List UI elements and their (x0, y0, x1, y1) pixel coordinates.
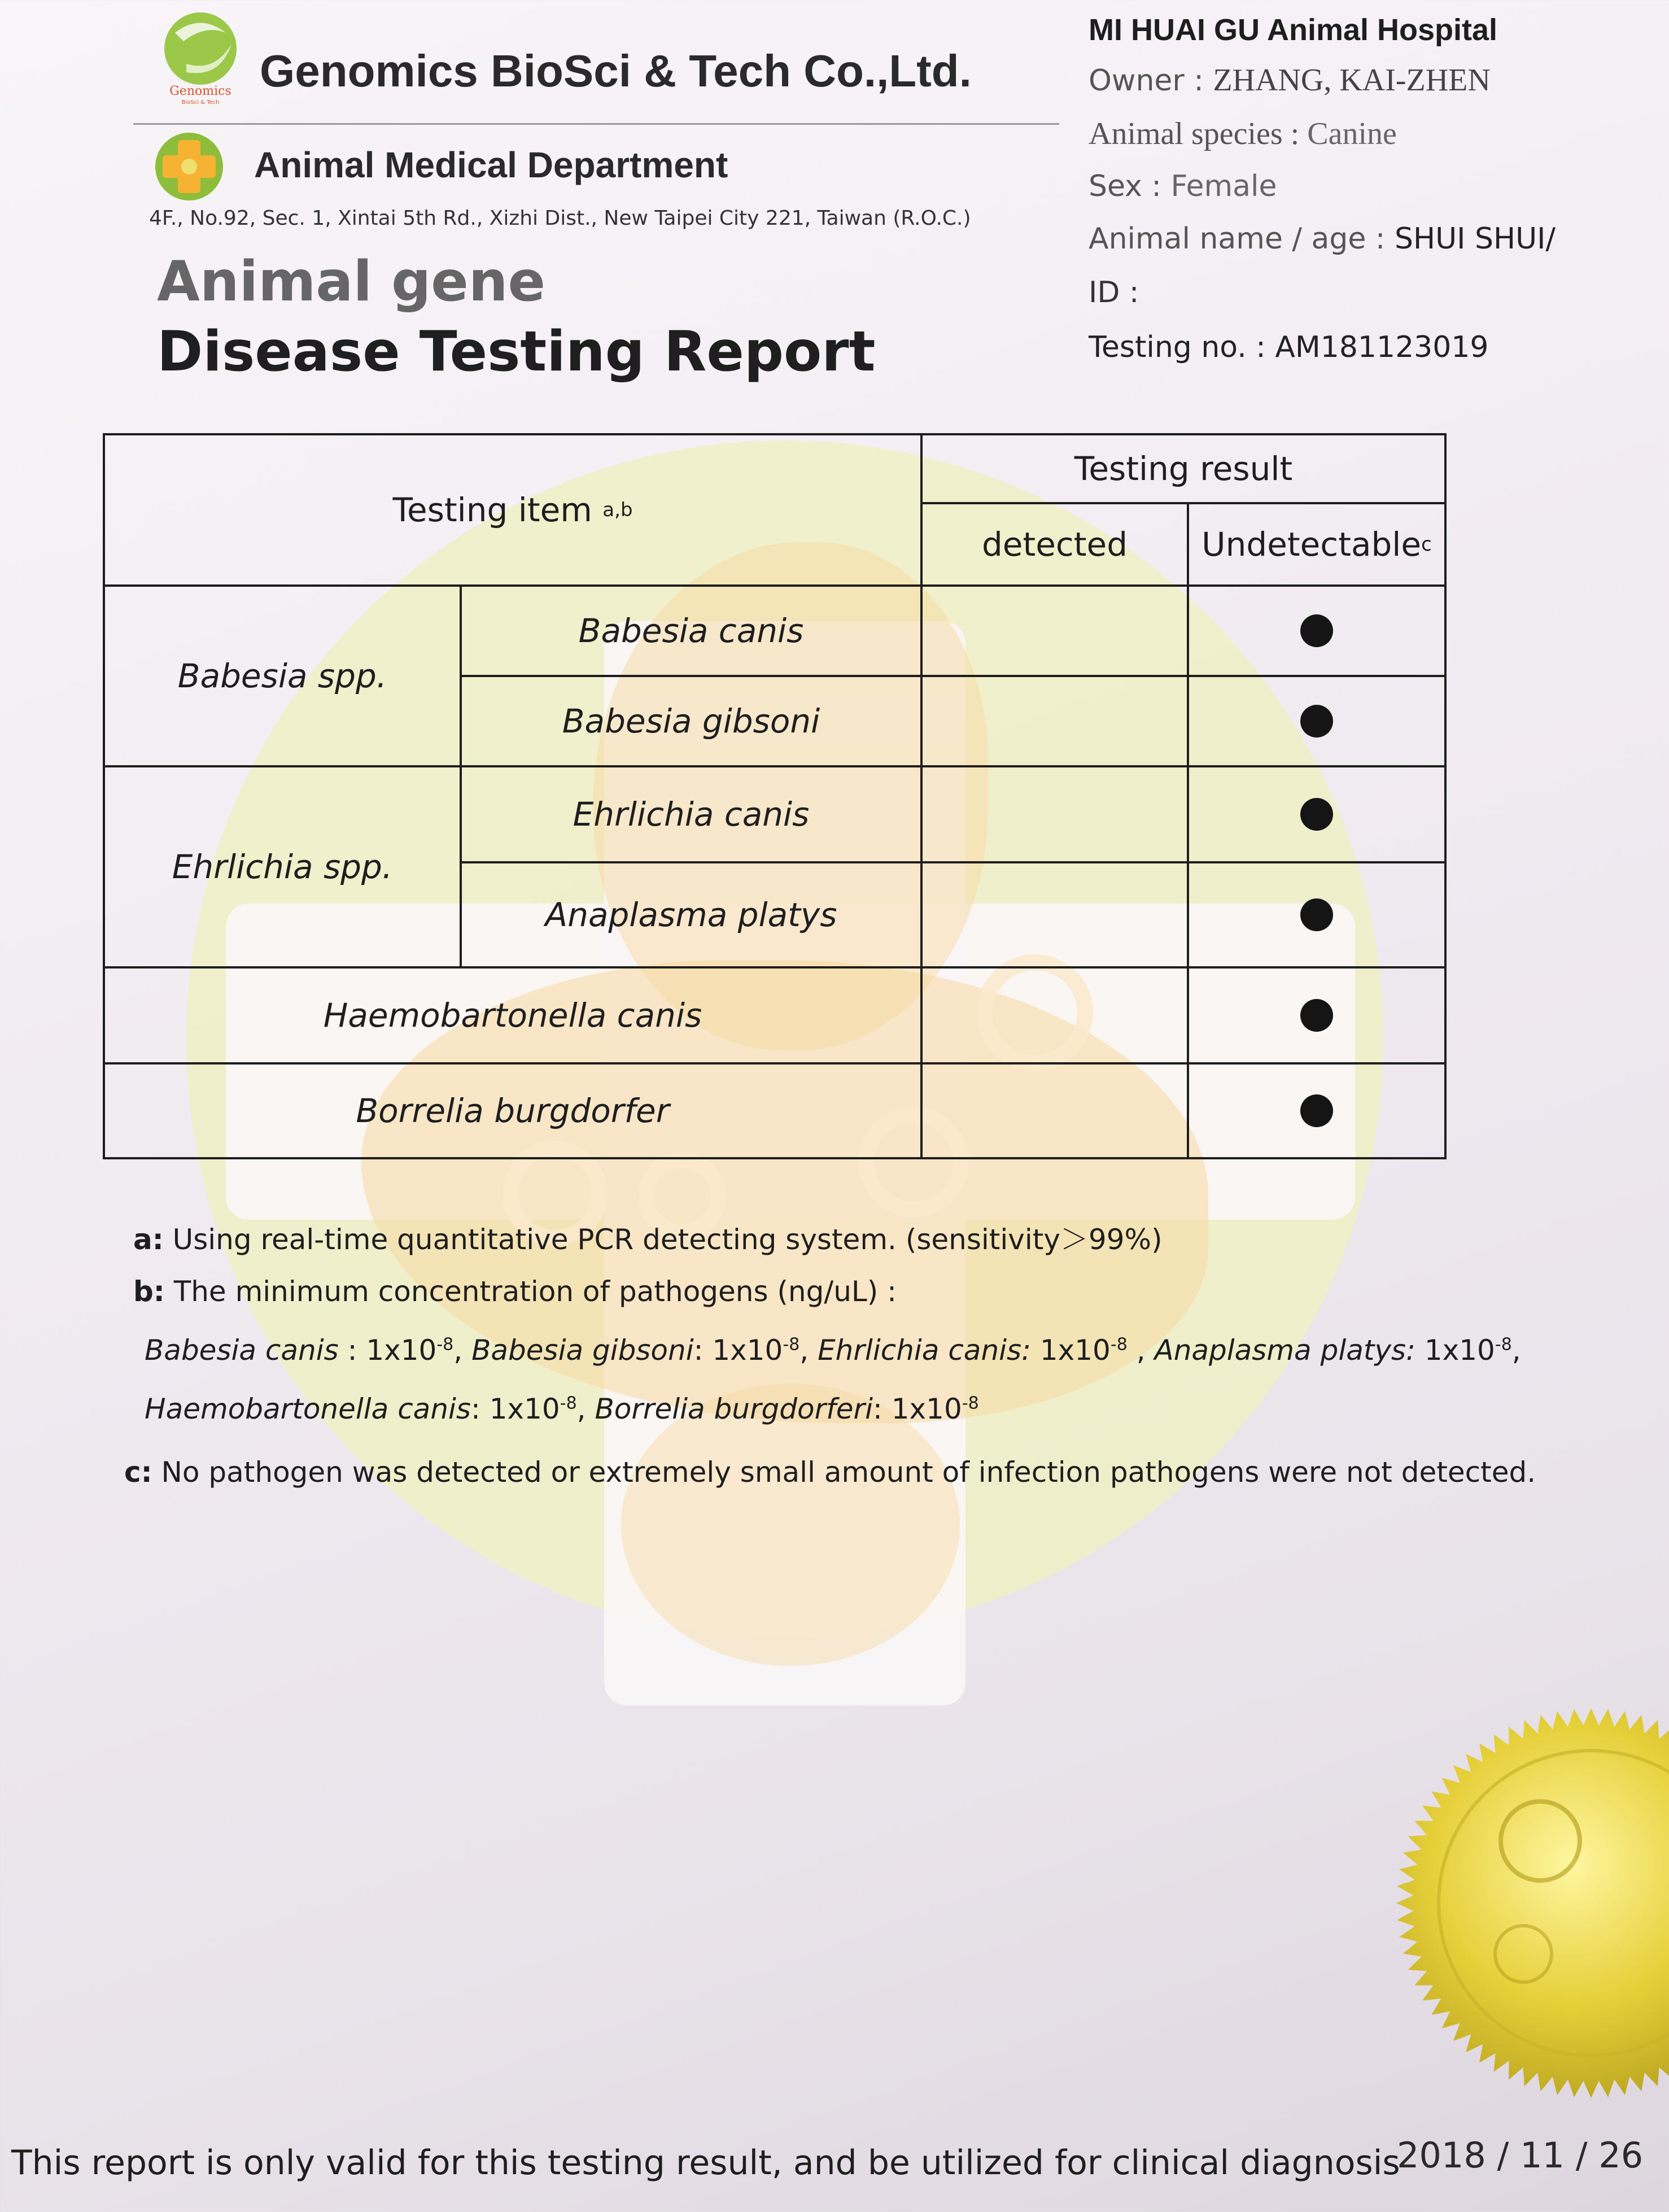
undetectable-dot (1300, 705, 1333, 738)
conc-separator (1031, 1334, 1040, 1367)
item-babesia-canis: Babesia canis (578, 612, 804, 650)
owner-label: Owner : (1089, 64, 1213, 98)
note-b-text: The minimum concentration of pathogens (ng/uL) : (164, 1275, 897, 1308)
species-row (1089, 116, 1397, 152)
company-name: Genomics BioSci & Tech Co.,Ltd. (260, 46, 972, 96)
conc-name: Borrelia burgdorferi (595, 1393, 873, 1425)
result-cell (1188, 1063, 1445, 1158)
testing-item-header (104, 434, 921, 586)
note-b-label: b: (133, 1275, 165, 1308)
conc-name: Babesia canis (145, 1334, 339, 1367)
conc-exponent: -8 (1495, 1334, 1512, 1355)
address: 4F., No.92, Sec. 1, Xintai 5th Rd., Xizhi Dist., New Taipei City 221, Taiwan (R.O.C.) (149, 207, 971, 230)
watermark-figure-tail (621, 1384, 960, 1666)
logo-text: Genomics (169, 84, 231, 98)
undetectable-dot (1300, 898, 1333, 931)
conc-comma: , (1511, 1334, 1521, 1367)
undetectable-dot (1300, 1094, 1333, 1127)
conc-exponent: -8 (962, 1393, 979, 1413)
sex-label: Sex : (1089, 169, 1171, 203)
animal-medical-logo-icon (154, 131, 225, 202)
species-value: Canine (1307, 116, 1397, 151)
testing-no-row (1089, 330, 1489, 364)
item-babesia-gibsoni: Babesia gibsoni (562, 702, 820, 740)
sex-value: Female (1170, 169, 1277, 203)
undetectable-dot (1300, 614, 1333, 647)
testing-item-header-sup: a,b (602, 499, 633, 521)
conc-separator: : (693, 1334, 713, 1367)
conc-value: 1x10 (1424, 1334, 1495, 1367)
footer-disclaimer: This report is only valid for this testing result, and be utilized for clinical diagnosis (11, 2143, 1400, 2183)
conc-value: 1x10 (891, 1393, 962, 1425)
note-a-text: Using real-time quantitative PCR detecting system. (sensitivity＞99%) (163, 1223, 1163, 1256)
header-divider (133, 123, 1059, 125)
animal-name-label: Animal name / age : (1089, 222, 1395, 256)
conc-name: Haemobartonella canis (145, 1393, 471, 1425)
undetectable-header-sup: c (1421, 533, 1432, 556)
gold-seal-icon (1354, 1700, 1669, 2112)
conc-separator (1415, 1334, 1425, 1367)
item-haemobartonella-canis: Haemobartonella canis (323, 996, 702, 1035)
conc-name: Anaplasma platys: (1154, 1334, 1415, 1367)
note-c-text: No pathogen was detected or extremely small amount of infection pathogens were not detected. (152, 1456, 1536, 1489)
species-label: Animal species : (1089, 116, 1308, 151)
result-cell (1188, 766, 1445, 862)
department-name: Animal Medical Department (254, 145, 728, 185)
group-ehrlichia: Ehrlichia spp. (172, 848, 393, 886)
note-c-label: c: (124, 1456, 152, 1489)
results-table (102, 432, 1448, 1160)
hospital-name: MI HUAI GU Animal Hospital (1089, 13, 1498, 47)
item-anaplasma-platys: Anaplasma platys (545, 896, 837, 934)
testing-no-label: Testing no. : (1089, 330, 1275, 364)
result-cell (1188, 967, 1445, 1063)
report-title-line1: Animal gene (157, 250, 546, 314)
owner-value: ZHANG, KAI-ZHEN (1213, 63, 1491, 98)
testing-item-header-text: Testing item (392, 491, 592, 529)
conc-value: 1x10 (489, 1393, 560, 1425)
conc-value: 1x10 (1039, 1334, 1111, 1367)
conc-exponent: -8 (436, 1334, 454, 1355)
conc-separator: : (338, 1334, 366, 1367)
animal-name-row (1089, 222, 1556, 256)
undetectable-header-text: Undetectable (1201, 525, 1422, 564)
undetectable-dot (1300, 999, 1333, 1032)
conc-name: Ehrlichia canis: (818, 1334, 1031, 1367)
conc-comma: , (1127, 1334, 1155, 1367)
result-cell (1188, 676, 1445, 766)
animal-name-value: SHUI SHUI/ (1394, 222, 1556, 256)
conc-name: Babesia gibsoni (471, 1334, 694, 1367)
logo-subtext: BioSci & Tech (181, 99, 220, 106)
result-cell (1188, 586, 1445, 676)
note-a-label: a: (133, 1223, 164, 1256)
undetectable-header (1188, 503, 1445, 586)
item-borrelia-burgdorfer: Borrelia burgdorfer (356, 1092, 670, 1130)
concentration-line-1 (145, 1334, 1521, 1367)
conc-value: 1x10 (712, 1334, 783, 1367)
owner-row (1089, 62, 1491, 98)
report-title-line2: Disease Testing Report (157, 320, 876, 384)
group-babesia: Babesia spp. (177, 657, 387, 695)
note-b (133, 1275, 897, 1308)
conc-separator: : (872, 1393, 892, 1425)
report-date: 2018 / 11 / 26 (1397, 2135, 1644, 2176)
conc-comma: , (799, 1334, 818, 1367)
conc-exponent: -8 (1110, 1334, 1128, 1355)
sex-row (1089, 169, 1277, 203)
conc-exponent: -8 (783, 1334, 800, 1355)
conc-separator: : (470, 1393, 490, 1425)
conc-exponent: -8 (560, 1393, 577, 1413)
id-row: ID : (1089, 276, 1139, 309)
conc-value: 1x10 (366, 1334, 437, 1367)
genomics-logo-icon (152, 10, 248, 106)
undetectable-dot (1300, 798, 1333, 831)
note-a (133, 1217, 1163, 1258)
detected-header: detected (981, 525, 1128, 564)
result-cell (1188, 862, 1445, 967)
concentration-line-2 (145, 1393, 979, 1425)
conc-comma: , (576, 1393, 595, 1425)
note-c (124, 1456, 1536, 1489)
testing-result-header: Testing result (1074, 450, 1293, 488)
conc-comma: , (453, 1334, 472, 1367)
testing-no-value: AM181123019 (1275, 330, 1489, 364)
item-ehrlichia-canis: Ehrlichia canis (573, 795, 810, 834)
